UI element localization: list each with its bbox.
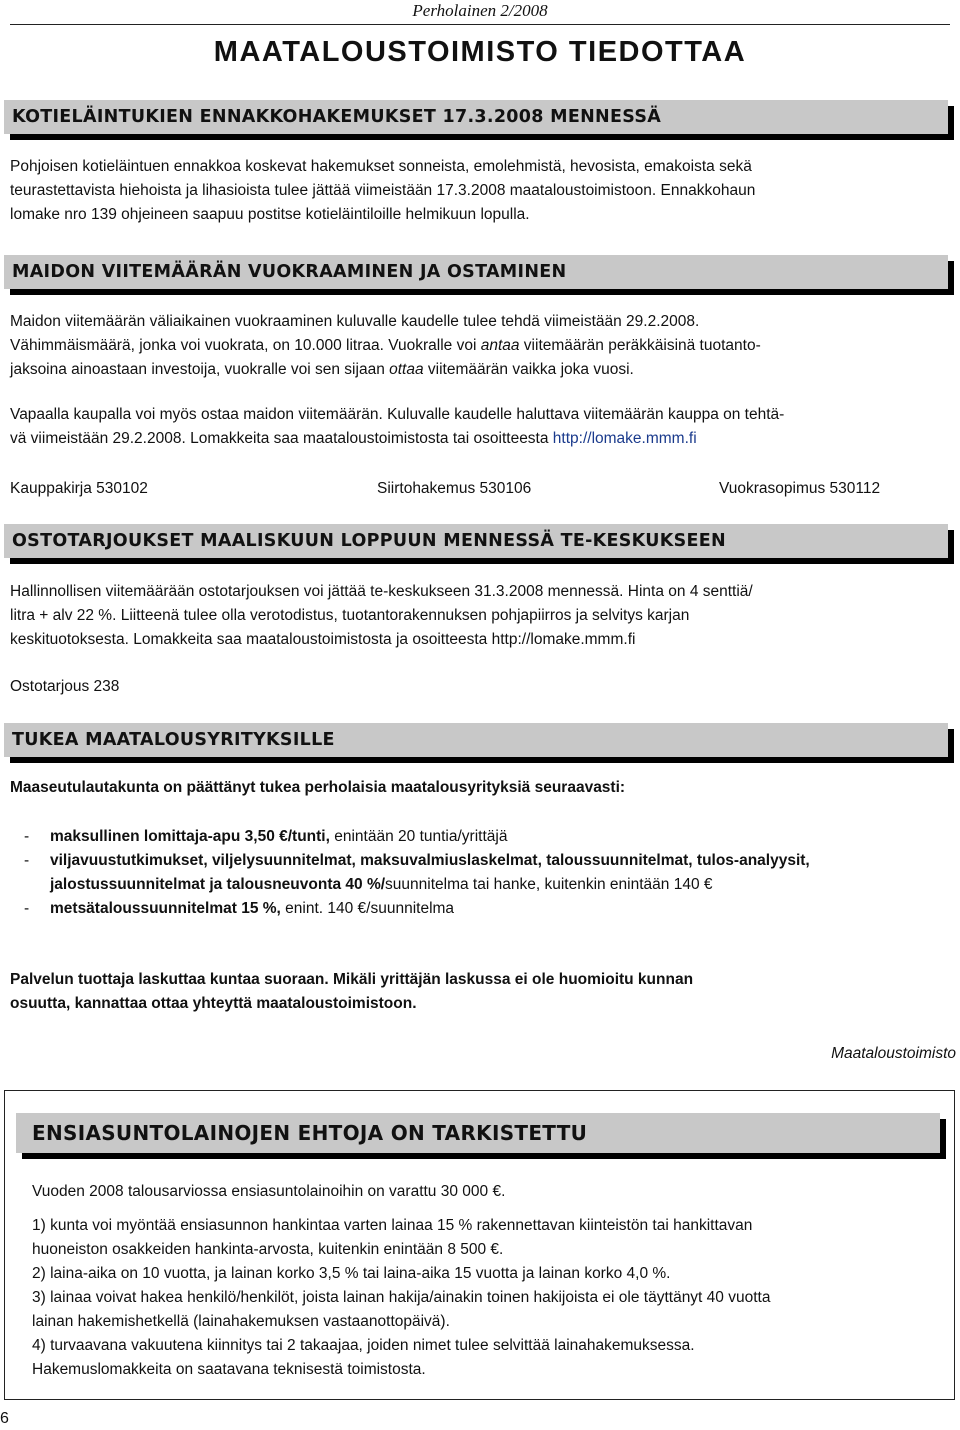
form-kauppakirja: Kauppakirja 530102 [10,480,148,497]
section3-paragraph [10,580,956,652]
text-line: huoneiston osakkeiden hankinta-arvosta, kuitenkin enintään 8 500 €. [32,1241,504,1258]
text-line: litra + alv 22 %. Liitteenä tulee olla verotodistus, tuotantorakennuksen pohjapiirros ja selvitys karjan [10,607,690,624]
text-line: Hakemuslomakkeita on saatavana teknisestä toimistosta. [32,1361,426,1378]
text-line: 1) kunta voi myöntää ensiasunnon hankintaa varten lainaa 15 % rakennettavan kiinteistön tai hankittavan [32,1217,753,1234]
signature: Maataloustoimisto [831,1045,956,1062]
section2-paragraph-2 [10,403,956,451]
form-ostotarjous: Ostotarjous 238 [10,678,120,695]
text-line: 4) turvaavana vakuutena kiinnitys tai 2 takaajaa, joiden nimet tulee selvittää lainahakemuksessa. [32,1337,695,1354]
list-item: - maksullinen lomittaja-apu 3,50 €/tunti, enintään 20 tuntia/yrittäjä [10,825,950,849]
form-siirtohakemus: Siirtohakemus 530106 [377,480,532,497]
list-item: - viljavuustutkimukset, viljelysuunnitelmat, maksuvalmiuslaskelmat, taloussuunnitelmat, tulos-analyysit, jalostussuunnitelmat ja talousneuvonta 40 %/suunnitelma tai hanke, kuitenkin enintään 140 € [10,849,950,897]
text-line: Vähimmäismäärä, jonka voi vuokrata, on 10.000 litraa. Vuokralle voi antaa viitemäärän peräkkäisinä tuotanto- [10,337,761,354]
lomake-link[interactable]: http://lomake.mmm.fi [552,430,697,447]
header-rule [10,24,950,25]
section-heading-kotielaintuet: KOTIELÄINTUKIEN ENNAKKOHAKEMUKSET 17.3.2008 MENNESSÄ [4,100,948,134]
text-line: teurastettavista hiehoista ja lihasioista tulee jättää viimeistään 17.3.2008 maataloustoimistoon. Ennakkohaun [10,182,756,199]
text-line: 3) lainaa voivat hakea henkilö/henkilöt, joista lainan hakija/ainakin toinen hakijoista ei ole täyttänyt 40 vuotta [32,1289,771,1306]
section-heading-tukea: TUKEA MAATALOUSYRITYKSILLE [4,723,948,757]
section-heading-ensiasuntolainat: ENSIASUNTOLAINOJEN EHTOJA ON TARKISTETTU [16,1113,940,1153]
list-item: - metsätaloussuunnitelmat 15 %, enint. 140 €/suunnitelma [10,897,950,921]
text-line: Pohjoisen kotieläintuen ennakkoa koskevat hakemukset sonneista, emolehmistä, hevosista, emakoista sekä [10,158,752,175]
text-line: jaksoina ainoastaan investoija, vuokralle voi sen sijaan ottaa viitemäärän vaikka joka vuosi. [10,361,634,378]
text-line: Hallinnollisen viitemäärään ostotarjouksen voi jättää te-keskukseen 31.3.2008 mennessä. Hinta on 4 senttiä/ [10,583,753,600]
text-line: Maidon viitemäärän väliaikainen vuokraaminen kuluvalle kaudelle tulee tehdä viimeistään 29.2.2008. [10,313,700,330]
form-vuokrasopimus: Vuokrasopimus 530112 [719,480,881,497]
section5-terms [32,1214,947,1382]
section-heading-ostotarjoukset: OSTOTARJOUKSET MAALISKUUN LOPPUUN MENNESSÄ TE-KESKUKSEEN [4,524,948,558]
section4-closing [10,968,956,1016]
text-line: Palvelun tuottaja laskuttaa kuntaa suoraan. Mikäli yrittäjän laskussa ei ole huomioitu kunnan [10,971,694,988]
publication-header: Perholainen 2/2008 [412,1,548,20]
text-line: 2) laina-aika on 10 vuotta, ja lainan korko 3,5 % tai laina-aika 15 vuotta ja lainan korko 4,0 %. [32,1265,671,1282]
section4-intro: Maaseutulautakunta on päättänyt tukea perholaisia maatalousyrityksiä seuraavasti: [10,779,626,796]
text-line: lainan hakemishetkellä (lainahakemuksen vastaanottopäivä). [32,1313,450,1330]
text-line: osuutta, kannattaa ottaa yhteyttä maataloustoimistoon. [10,995,417,1012]
section-heading-maidon-viitemaara: MAIDON VIITEMÄÄRÄN VUOKRAAMINEN JA OSTAMINEN [4,255,948,289]
bullet-dash: - [24,900,30,917]
text-line: Vapaalla kaupalla voi myös ostaa maidon viitemäärän. Kuluvalle kaudelle haluttava viitemäärän kauppa on tehtä- [10,406,785,423]
main-title: MAATALOUSTOIMISTO TIEDOTTAA [213,36,747,68]
text-line: keskituotoksesta. Lomakkeita saa maataloustoimistosta ja osoitteesta http://lomake.mmm.fi [10,631,636,648]
section5-intro: Vuoden 2008 talousarviossa ensiasuntolainoihin on varattu 30 000 €. [32,1183,506,1200]
section1-paragraph [10,155,956,227]
support-list [10,825,950,921]
bullet-dash: - [24,828,30,845]
page-number: 6 [0,1410,9,1427]
text-line: vä viimeistään 29.2.2008. Lomakkeita saa maataloustoimistosta tai osoitteesta http://lomake.mmm.fi [10,430,697,447]
bullet-dash: - [24,852,30,869]
section2-paragraph-1 [10,310,956,382]
text-line: lomake nro 139 ohjeineen saapuu postitse kotieläintiloille helmikuun lopulla. [10,206,530,223]
